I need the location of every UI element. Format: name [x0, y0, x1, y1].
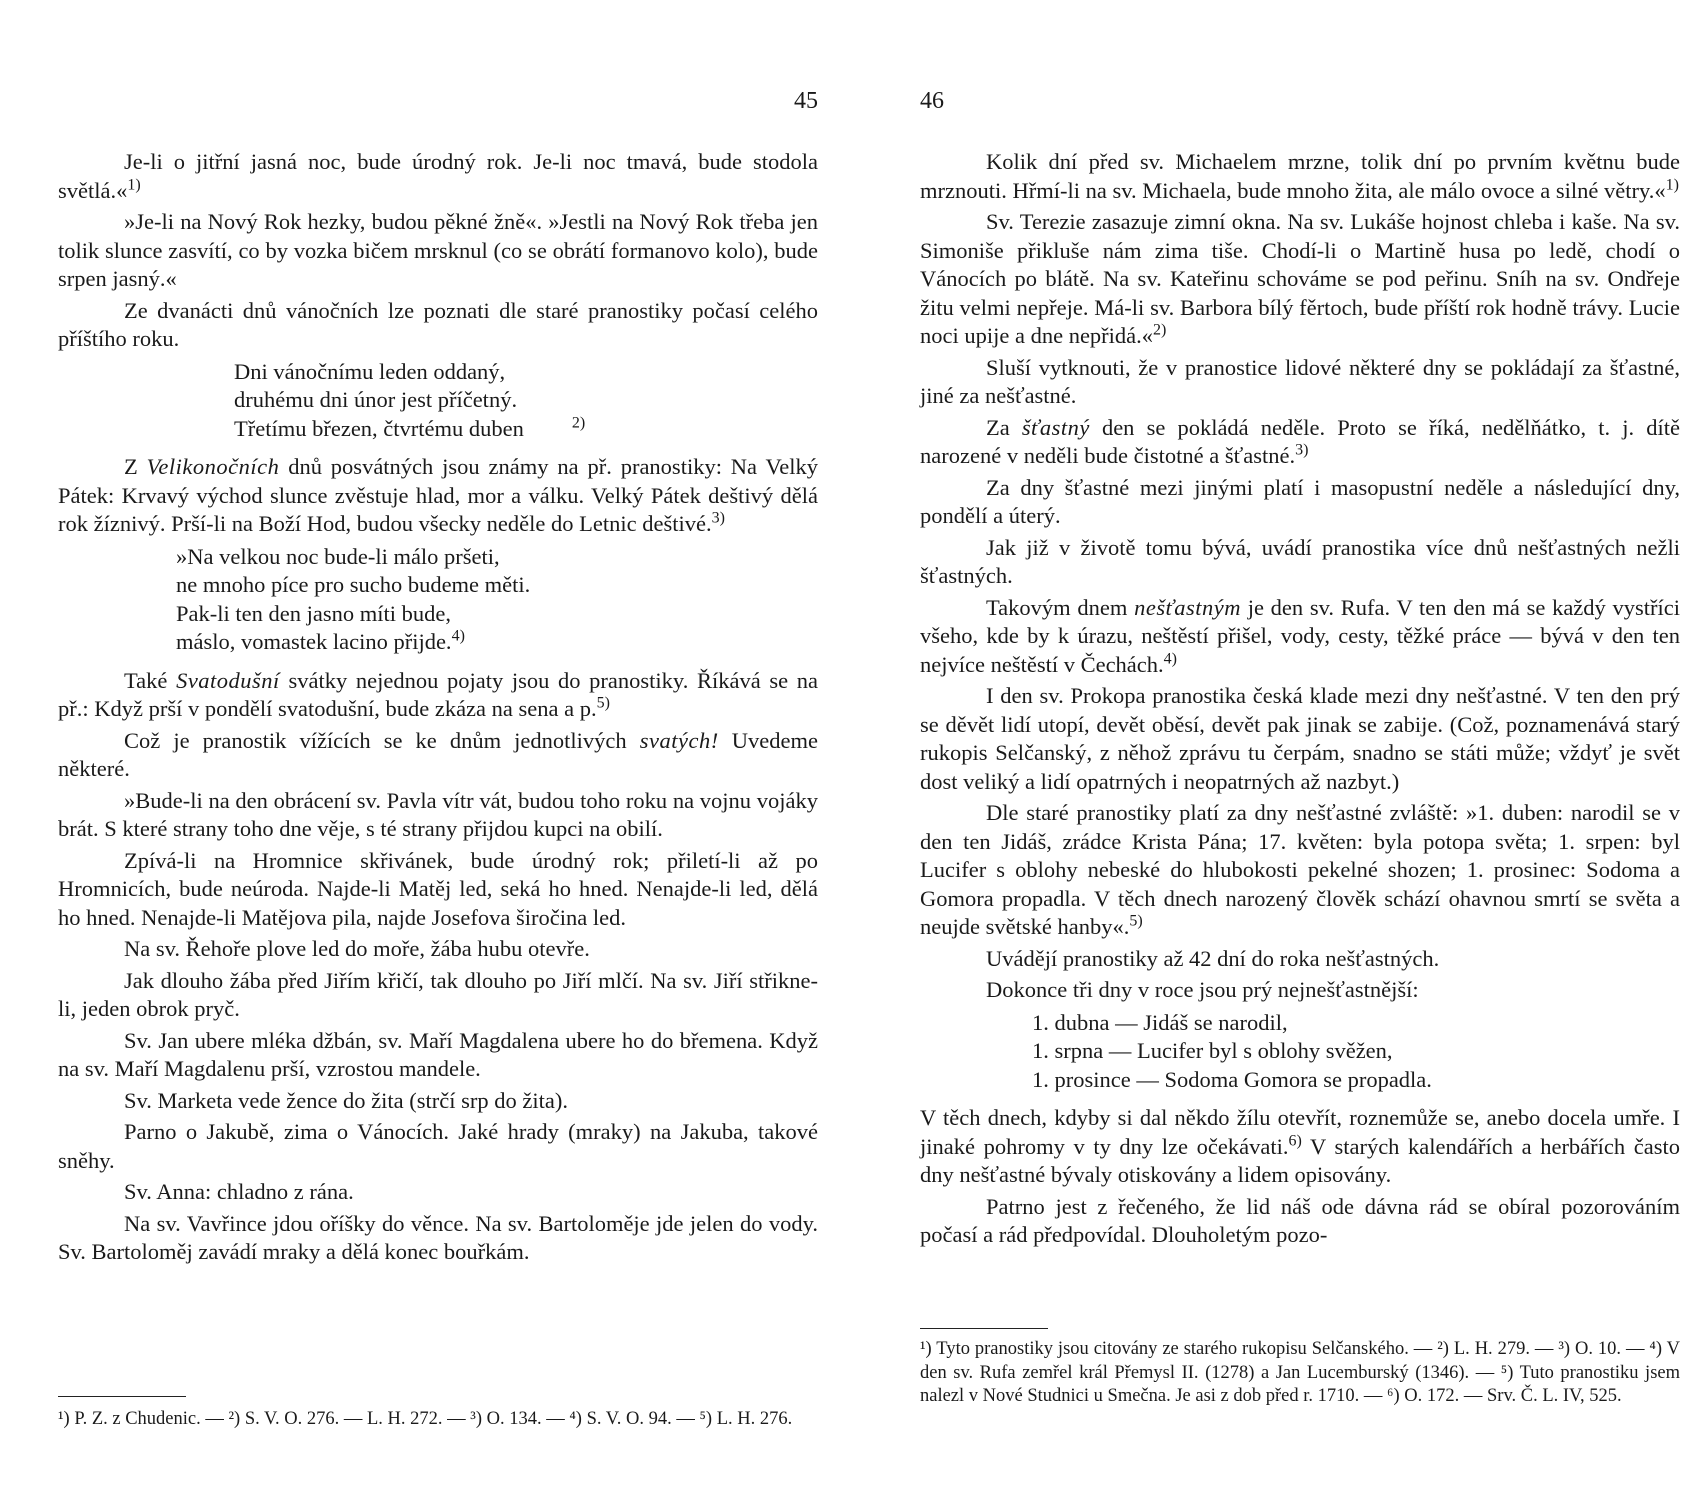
paragraph: Což je pranostik vížících se ke dnům jednotlivých svatých! Uvedeme některé. [58, 727, 818, 781]
page-body [920, 148, 1680, 1253]
list-item: 1. prosince — Sodoma Gomora se propadla. [1032, 1066, 1432, 1092]
footnote-rule [920, 1328, 1048, 1329]
paragraph: Kolik dní před sv. Michaelem mrzne, tolik dní po prvním květnu bude mrznouti. Hřmí-li na sv. Michaela, bude mnoho žita, ale málo ovoce a silné větry.«$^{1)}$ [920, 149, 1680, 203]
paragraph: Takovým dnem nešťastným je den sv. Rufa. V ten den má se každý vystříci všeho, kde by k úrazu, neštěstí přišel, vody, cesty, těžké práce — bývá v den ten nejvíce neštěstí v Čechách.$^{4)}$ [920, 594, 1681, 677]
right-page [920, 0, 1680, 1500]
verse: Dni vánočnímu leden oddaný, druhému dni únor jest příčetný. Třetímu březen, čtvrtému duben $^{2)}$ [234, 358, 586, 441]
paragraph: Parno o Jakubě, zima o Vánocích. Jaké hrady (mraky) na Jakuba, takové sněhy. [58, 1119, 818, 1173]
paragraph: Je-li o jitřní jasná noc, bude úrodný rok. Je-li noc tmavá, bude stodola světlá.«$^{1)}$ [58, 149, 818, 203]
paragraph: I den sv. Prokopa pranostika česká klade mezi dny nešťastné. V ten den prý se děvět lidí utopí, devět oběsí, devět pak jinak se zabije. (Což, poznamenává starý rukopis Selčanský, z něhož zprávu tu čerpám, snadno se státi může; vždyť je svět dost veliký a lidí opatrných i neopatrných až nazbyt.) [920, 683, 1680, 794]
paragraph: Uvádějí pranostiky až 42 dní do roka nešťastných. [986, 945, 1440, 971]
paragraph: Také Svatodušní svátky nejednou pojaty jsou do pranostiky. Říkává se na př.: Když prší v pondělí svatodušní, bude zkáza na sena a p.$^{5)}$ [58, 667, 819, 721]
paragraph: V těch dnech, kdyby si dal někdo žílu otevřít, roznemůže se, anebo docela umře. I jinaké pohromy v ty dny lze očekávati.$^{6)}$ V starých kalendářích a herbářích často dny nešťastné bývaly otiskovány a lidem opisovány. [920, 1105, 1680, 1187]
paragraph: Sv. Terezie zasazuje zimní okna. Na sv. Lukáše hojnost chleba i kaše. Na sv. Simoniše přikluše nám zima tiše. Chodí-li o Martině husa po ledě, chodí o Vánocích po blátě. Na sv. Kateřinu schováme se pod peřinu. Sníh na sv. Ondřeje žitu velmi nepřeje. Má-li sv. Barbora bílý fěrtoch, bude příští rok hodně trávy. Lucie noci upije a dne nepřidá.«$^{2)}$ [920, 209, 1680, 348]
paragraph: Patrno jest z řečeného, že lid náš ode dávna rád se obíral pozorováním počasí a rád předpovídal. Dlouholetým pozo- [920, 1193, 1680, 1247]
list [920, 1009, 1680, 1095]
page-number: 45 [794, 88, 818, 114]
paragraph: Sv. Marketa vede žence do žita (strčí srp do žita). [124, 1087, 568, 1113]
footnotes: ¹) P. Z. z Chudenic. — ²) S. V. O. 276. — L. H. 272. — ³) O. 134. — ⁴) S. V. O. 94. — ⁵) L. H. 276. [58, 1409, 793, 1429]
paragraph: »Je-li na Nový Rok hezky, budou pěkné žně«. »Jestli na Nový Rok třeba jen tolik slunce zasvítí, co by vozka bičem mrsknul (co se obrátí formanovo kolo), bude srpen jasný.« [58, 209, 818, 291]
list-item: 1. dubna — Jidáš se narodil, [1032, 1009, 1288, 1035]
paragraph: Jak již v životě tomu bývá, uvádí pranostika více dnů nešťastných nežli šťastných. [920, 534, 1680, 588]
paragraph: Na sv. Vavřince jdou oříšky do věnce. Na sv. Bartoloměje jde jelen do vody. Sv. Bartoloměj zavádí mraky a dělá konec bouřkám. [58, 1210, 818, 1264]
paragraph: Na sv. Řehoře plove led do moře, žába hubu otevře. [124, 936, 590, 961]
paragraph: Dokonce tři dny v roce jsou prý nejnešťastnější: [986, 977, 1419, 1002]
left-page [58, 0, 818, 1500]
paragraph: Jak dlouho žába před Jiřím křičí, tak dlouho po Jiří mlčí. Na sv. Jiří střikne-li, jeden obrok pryč. [58, 967, 818, 1021]
paragraph: Zpívá-li na Hromnice skřivánek, bude úrodný rok; přiletí-li až po Hromnicích, bude neúroda. Najde-li Matěj led, seká ho hned. Nenajde-li led, dělá ho hned. Nenajde-li Matějova pila, najde Josefova širočina led. [58, 847, 818, 930]
paragraph: Za dny šťastné mezi jinými platí i masopustní neděle a následující dny, pondělí a úterý. [920, 474, 1680, 528]
footnote-rule [58, 1396, 186, 1397]
page-number: 46 [920, 88, 944, 114]
paragraph: Sv. Jan ubere mléka džbán, sv. Maří Magdalena ubere ho do břemena. Když na sv. Maří Magdalenu prší, vzrostou mandele. [58, 1027, 818, 1081]
paragraph: Sv. Anna: chladno z rána. [124, 1179, 354, 1204]
list-item: 1. srpna — Lucifer byl s oblohy svěžen, [1032, 1038, 1393, 1063]
footnotes: ¹) Tyto pranostiky jsou citovány ze starého rukopisu Selčanského. — ²) L. H. 279. — ³) O. 10. — ⁴) V den sv. Rufa zemřel král Přemysl II. (1278) a Jan Lucemburský (1346). — ⁵) Tuto pranostiku jsem nalezl v Nové Studnici u Smečna. Je asi z dob před r. 1710. — ⁶) O. 172. — Srv. Č. L. IV, 525. [920, 1339, 1680, 1406]
paragraph: Dle staré pranostiky platí za dny nešťastné zvláště: »1. duben: narodil se v den ten Jidáš, zrádce Krista Pána; 17. květen: byla potopa světa; 1. srpen: byl Lucifer s oblohy nebeské do hlubokosti pekelné shozen; 1. prosinec: Sodoma a Gomora propadla. V těch dnech narozený člověk schází ohavnou smrtí se světa a neujde světské hanby«.$^{5)}$ [920, 800, 1680, 939]
verse: »Na velkou noc bude-li málo pršeti, ne mnoho píce pro sucho budeme měti. Pak-li ten den jasno míti bude, máslo, vomastek lacino přijde.$^{4)}$ [176, 543, 531, 654]
paragraph: »Bude-li na den obrácení sv. Pavla vítr vát, budou toho roku na vojnu vojáky brát. S které strany toho dne věje, s té strany přijdou kupci na obilí. [58, 787, 818, 841]
paragraph: Sluší vytknouti, že v pranostice lidové některé dny se pokládají za šťastné, jiné za nešťastné. [920, 354, 1680, 408]
paragraph: Z Velikonočních dnů posvátných jsou známy na př. pranostiky: Na Velký Pátek: Krvavý východ slunce zvěstuje hlad, mor a válku. Velký Pátek deštivý dělá rok žíznivý. Prší-li na Boží Hod, budou všecky neděle do Letnic deštivé.$^{3)}$ [58, 454, 818, 536]
paragraph: Ze dvanácti dnů vánočních lze poznati dle staré pranostiky počasí celého příštího roku. [58, 297, 818, 351]
paragraph: Za šťastný den se pokládá neděle. Proto se říká, nedělňátko, t. j. dítě narozené v neděli bude čistotné a šťastné.$^{3)}$ [920, 414, 1680, 468]
page-body [58, 148, 818, 1270]
